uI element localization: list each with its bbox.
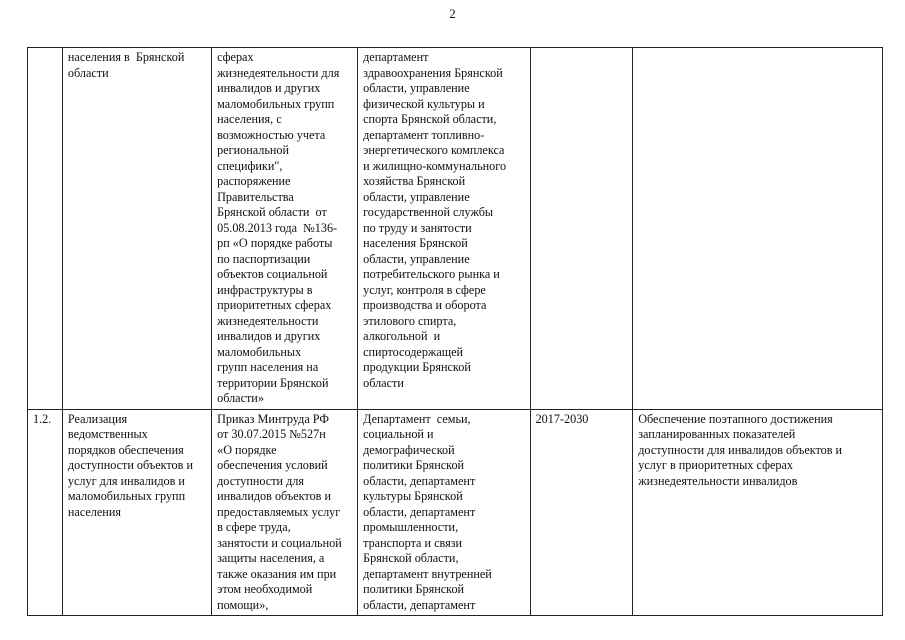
legal-basis-cell bbox=[212, 409, 358, 616]
result-cell bbox=[633, 48, 883, 410]
executors-cell bbox=[358, 409, 530, 616]
expected-result: Обеспечение поэтапного достижения запланированных показателей доступности для инвалидов объектов и услуг в приоритетных сферах жизнедеятельности инвалидов bbox=[638, 411, 843, 488]
page-number: 2 bbox=[449, 6, 456, 21]
executors: Департамент семьи, социальной и демографической политики Брянской области, департамент культуры Брянской области, департамент промышленности, транспорта и связи Брянской области, департамент внутренней политики Брянской области, департамент bbox=[363, 411, 492, 612]
table-row bbox=[28, 409, 883, 616]
measures-table bbox=[27, 47, 883, 616]
period-cell bbox=[530, 409, 633, 616]
table-row bbox=[28, 48, 883, 410]
measure-name-cell bbox=[62, 48, 211, 410]
row-number: 1.2. bbox=[33, 411, 52, 426]
row-number-cell bbox=[28, 48, 63, 410]
period: 2017-2030 bbox=[535, 411, 589, 426]
legal-basis: Приказ Минтруда РФ от 30.07.2015 №527н «О порядке обеспечения условий доступности для инвалидов объектов и предоставляемых услуг в сфере труда, занятости и социальной защиты населения, а также оказания им при этом необходимой помощи», bbox=[217, 411, 342, 612]
measure-name: населения в Брянской области bbox=[67, 50, 185, 80]
legal-basis: сферах жизнедеятельности для инвалидов и других маломобильных групп населения, с возможностью учета региональной специфики", распоряжение Правительства Брянской области от 05.08.2013 года №136- рп «О порядке работы по паспортизации объектов социальной инфраструктуры в приоритетных сферах жизнедеятельности инвалидов и других маломобильных групп населения на территории Брянской области» bbox=[217, 50, 340, 405]
result-cell bbox=[633, 409, 883, 616]
period-cell bbox=[530, 48, 633, 410]
executors: департамент здравоохранения Брянской области, управление физической культуры и спорта Брянской области, департамент топливно- энергетического комплекса и жилищно-коммунального хозяйства Брянской области, управление государственной службы по труду и занятости населения Брянской области, управление потребительского рынка и услуг, контроля в сфере производства и оборота этилового спирта, алкогольной и спиртосодержащей продукции Брянской области bbox=[363, 50, 507, 390]
measure-name: Реализация ведомственных порядков обеспечения доступности объектов и услуг для инвалидов и маломобильных групп населения bbox=[67, 411, 193, 519]
executors-cell bbox=[358, 48, 530, 410]
legal-basis-cell bbox=[212, 48, 358, 410]
measure-name-cell bbox=[62, 409, 211, 616]
row-number-cell bbox=[28, 409, 63, 616]
